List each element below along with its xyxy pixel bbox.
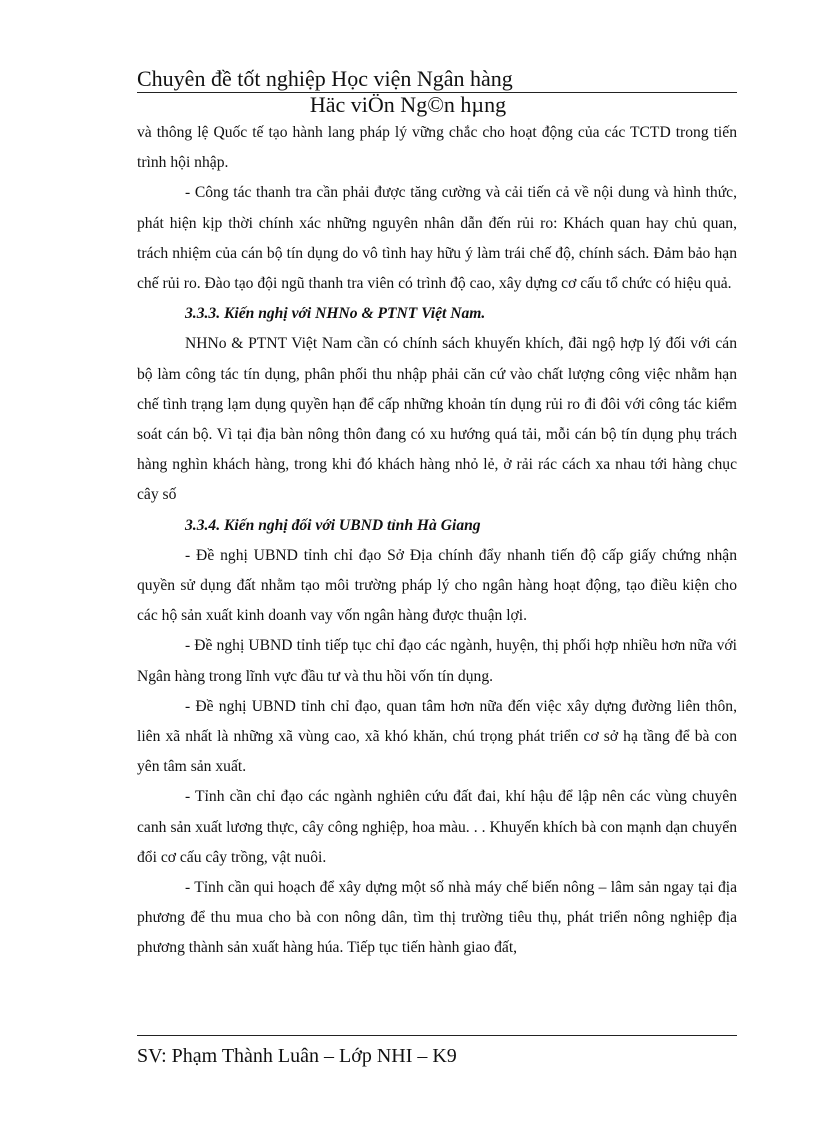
paragraph: - Đề nghị UBND tỉnh chỉ đạo, quan tâm hơn nữa đến việc xây dựng đường liên thôn, liên xã nhất là những xã vùng cao, xã khó khăn, chú trọng phát triển cơ sở hạ tầng để bà con yên tâm sản xuất. xyxy=(137,697,737,776)
paragraph: và thông lệ Quốc tế tạo hành lang pháp lý vững chắc cho hoạt động của các TCTD trong tiến trình hội nhập. xyxy=(137,124,737,172)
header-title: Chuyên đề tốt nghiệp Học viện Ngân hàng xyxy=(137,66,513,91)
document-body xyxy=(137,118,737,964)
paragraph: - Đề nghị UBND tỉnh chỉ đạo Sở Địa chính đẩy nhanh tiến độ cấp giấy chứng nhận quyền sử dụng đất nhằm tạo môi trường pháp lý cho ngân hàng hoạt động, tạo điều kiện cho các hộ sản xuất kinh doanh vay vốn ngân hàng được thuận lợi. xyxy=(137,546,737,625)
page-footer: SV: Phạm Thành Luân – Lớp NHI – K9 xyxy=(137,1045,457,1067)
section-heading: 3.3.3. Kiến nghị với NHNo & PTNT Việt Nam. xyxy=(185,305,486,323)
paragraph: - Công tác thanh tra cần phải được tăng cường và cải tiến cả về nội dung và hình thức, phát hiện kịp thời chính xác những nguyên nhân dẫn đến rủi ro: Khách quan hay chủ quan, trách nhiệm của cán bộ tín dụng do vô tình hay hữu ý làm trái chế độ, chính sách. Đảm bảo hạn chế rủi ro. Đào tạo đội ngũ thanh tra viên có trình độ cao, xây dựng cơ cấu tổ chức có hiệu quả. xyxy=(137,184,737,293)
paragraph: NHNo & PTNT Việt Nam cần có chính sách khuyến khích, đãi ngộ hợp lý đối với cán bộ làm công tác tín dụng, phân phối thu nhập phải căn cứ vào chất lượng công việc nhằm hạn chế tình trạng lạm dụng quyền hạn để cấp những khoản tín dụng rủi ro đi đôi với công tác kiểm soát cán bộ. Vì tại địa bàn nông thôn đang có xu hướng quá tải, mỗi cán bộ tín dụng phụ trách hàng nghìn khách hàng, trong khi đó khách hàng nhỏ lẻ, ở rải rác cách xa nhau tới hàng chục cây số xyxy=(137,335,737,504)
paragraph: - Tỉnh cần qui hoạch để xây dựng một số nhà máy chế biến nông – lâm sản ngay tại địa phương để thu mua cho bà con nông dân, tìm thị trường tiêu thụ, phát triển nông nghiệp địa phương thành sản xuất hàng húa. Tiếp tục tiến hành giao đất, xyxy=(137,879,737,957)
paragraph: - Đề nghị UBND tỉnh tiếp tục chỉ đạo các ngành, huyện, thị phối hợp nhiều hơn nữa với Ngân hàng trong lĩnh vực đầu tư và thu hồi vốn tín dụng. xyxy=(137,637,737,685)
paragraph: - Tỉnh cần chỉ đạo các ngành nghiên cứu đất đai, khí hậu để lập nên các vùng chuyên canh sản xuất lương thực, cây công nghiệp, hoa màu. . . Khuyến khích bà con mạnh dạn chuyển đổi cơ cấu cây trồng, vật nuôi. xyxy=(137,788,737,866)
footer-divider xyxy=(137,1035,737,1036)
section-heading: 3.3.4. Kiến nghị đối với UBND tỉnh Hà Giang xyxy=(185,516,481,534)
header-subtitle: Häc viÖn Ng©n hµng xyxy=(309,92,507,117)
